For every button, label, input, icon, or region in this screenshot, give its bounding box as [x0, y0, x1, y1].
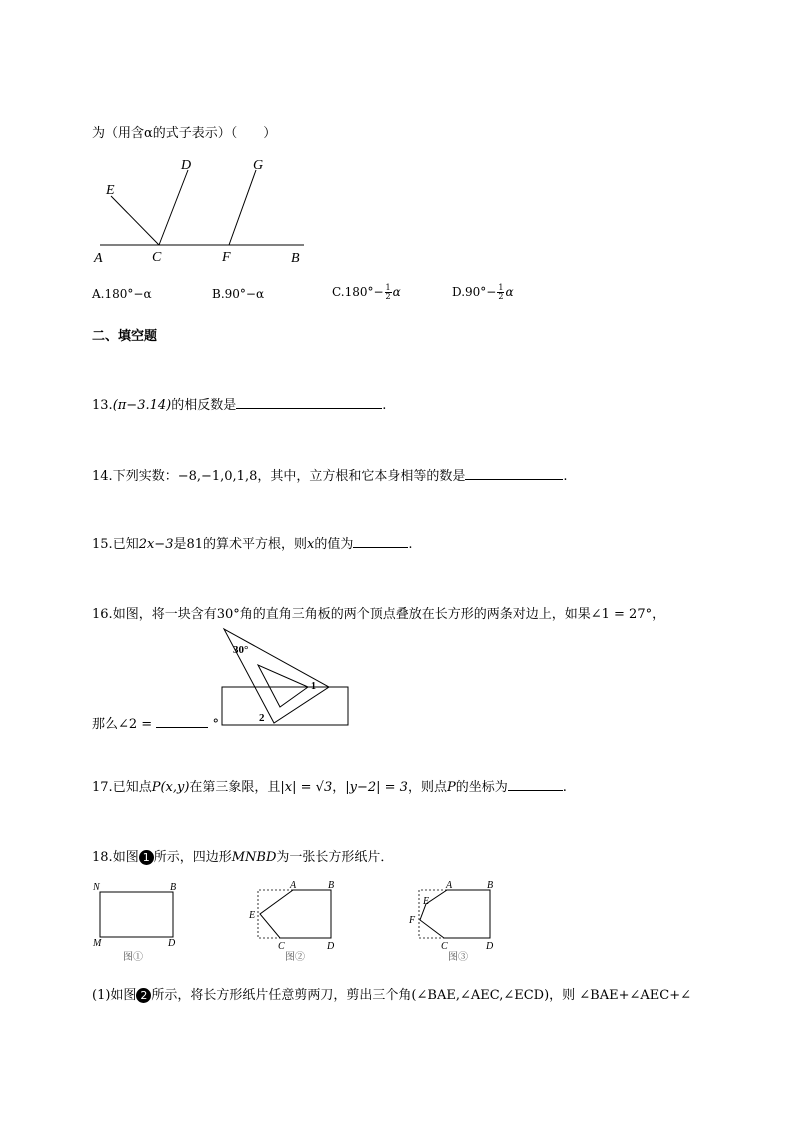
fig2-label-c: C	[278, 941, 285, 952]
q14-answer-blank[interactable]	[465, 465, 563, 480]
fig2-caption: 图②	[285, 952, 305, 963]
ray-ce	[111, 196, 159, 245]
fig3-label-f: F	[409, 915, 416, 926]
option-c-tail: α	[392, 285, 401, 299]
option-c-fraction: $\frac{1}{2}$	[385, 283, 391, 301]
option-c-text: 180°−	[344, 285, 384, 299]
q17-cond1: |x| = √3	[280, 780, 333, 795]
question-16: 16.如图，将一块含有30°角的直角三角板的两个顶点叠放在长方形的两条对边上，如果∠1 = 27°，	[92, 607, 666, 622]
fig3-caption: 图③	[448, 952, 468, 963]
q16-answer-blank[interactable]	[156, 713, 208, 728]
fig2-label-b: B	[328, 880, 335, 891]
circled-1-icon: 1	[139, 850, 154, 865]
question-14: 14.下列实数：−8,−1,0,1,8，其中，立方根和它本身相等的数是 .	[92, 465, 568, 484]
fig2-label-a: A	[290, 880, 297, 891]
option-a[interactable]	[92, 287, 152, 301]
fig2-label-d: D	[327, 941, 335, 952]
label-f: F	[222, 250, 231, 265]
q15-expr: 2x−3	[138, 537, 174, 552]
fig1-label-b: B	[170, 882, 177, 893]
question-13: 13.(π−3.14)的相反数是 .	[92, 394, 386, 413]
fig3-label-e: E	[423, 896, 430, 907]
label-d: D	[181, 158, 192, 173]
q17-answer-blank[interactable]	[508, 776, 563, 791]
section-heading: 二、填空题	[92, 329, 158, 344]
option-d-fraction: $\frac{1}{2}$	[498, 283, 504, 301]
fig1-caption: 图①	[123, 952, 143, 963]
label-c: C	[152, 250, 162, 265]
fig3-label-b: B	[487, 880, 494, 891]
option-d-label: D.	[452, 285, 466, 299]
option-b[interactable]	[212, 287, 264, 301]
label-e: E	[106, 183, 115, 198]
fig1-label-d: D	[168, 938, 176, 949]
ray-cd	[159, 170, 188, 245]
q15-answer-blank[interactable]	[353, 533, 408, 548]
q13-expr: (π−3.14)	[112, 398, 172, 413]
circled-2-icon: 2	[136, 988, 151, 1003]
option-d-tail: α	[505, 285, 514, 299]
angle-1-label: 1	[311, 681, 316, 692]
question-18-part1: (1)如图 2 所示，将长方形纸片任意剪两刀，剪出三个角(∠BAE,∠AEC,∠ECD)，则 ∠BAE+∠AEC+∠	[92, 988, 692, 1003]
option-b-label: B.	[212, 287, 225, 301]
q17-cond2: |y−2| = 3	[345, 780, 408, 795]
q17-point: P(x,y)	[151, 780, 190, 795]
option-c-label: C.	[332, 285, 345, 299]
option-c[interactable]	[332, 284, 401, 301]
question-16-line2: 那么∠2 = °	[92, 713, 219, 732]
fig1-label-m: M	[93, 938, 102, 949]
ray-fg	[229, 170, 256, 245]
question-15: 15.已知2x−3是81的算术平方根，则x的值为 .	[92, 533, 413, 552]
option-d[interactable]	[452, 284, 514, 301]
fig1-label-n: N	[93, 882, 100, 893]
label-a: A	[94, 251, 103, 266]
question-18: 18.如图 1 所示，四边形MNBD为一张长方形纸片．	[92, 850, 394, 865]
q12-figure	[90, 150, 320, 270]
angle-30-label: 30°	[233, 644, 249, 656]
fig2-shape	[260, 890, 331, 938]
fig3-label-d: D	[486, 941, 494, 952]
fig2-label-e: E	[249, 910, 256, 921]
option-b-text: 90°−α	[224, 287, 265, 301]
fig3-label-c: C	[441, 941, 448, 952]
label-g: G	[253, 158, 264, 173]
fig3-label-a: A	[446, 880, 453, 891]
fig1-rectangle	[100, 892, 173, 937]
angle-2-label: 2	[259, 712, 265, 724]
q16-figure	[218, 625, 354, 729]
option-d-text: 90°−	[465, 285, 497, 299]
label-b: B	[291, 251, 300, 266]
option-a-label: A.	[92, 287, 105, 301]
q18-figures	[90, 878, 530, 966]
question-17: 17.已知点P(x,y)在第三象限，且|x| = √3，|y−2| = 3，则点P的坐标为 .	[92, 776, 567, 795]
fig3-shape	[420, 890, 490, 938]
q13-answer-blank[interactable]	[236, 394, 382, 409]
q12-stem: 为（用含α的式子表示）（ ）	[92, 126, 277, 141]
option-a-text: 180°−α	[104, 287, 152, 301]
fig2-dashed-corner	[258, 890, 293, 938]
